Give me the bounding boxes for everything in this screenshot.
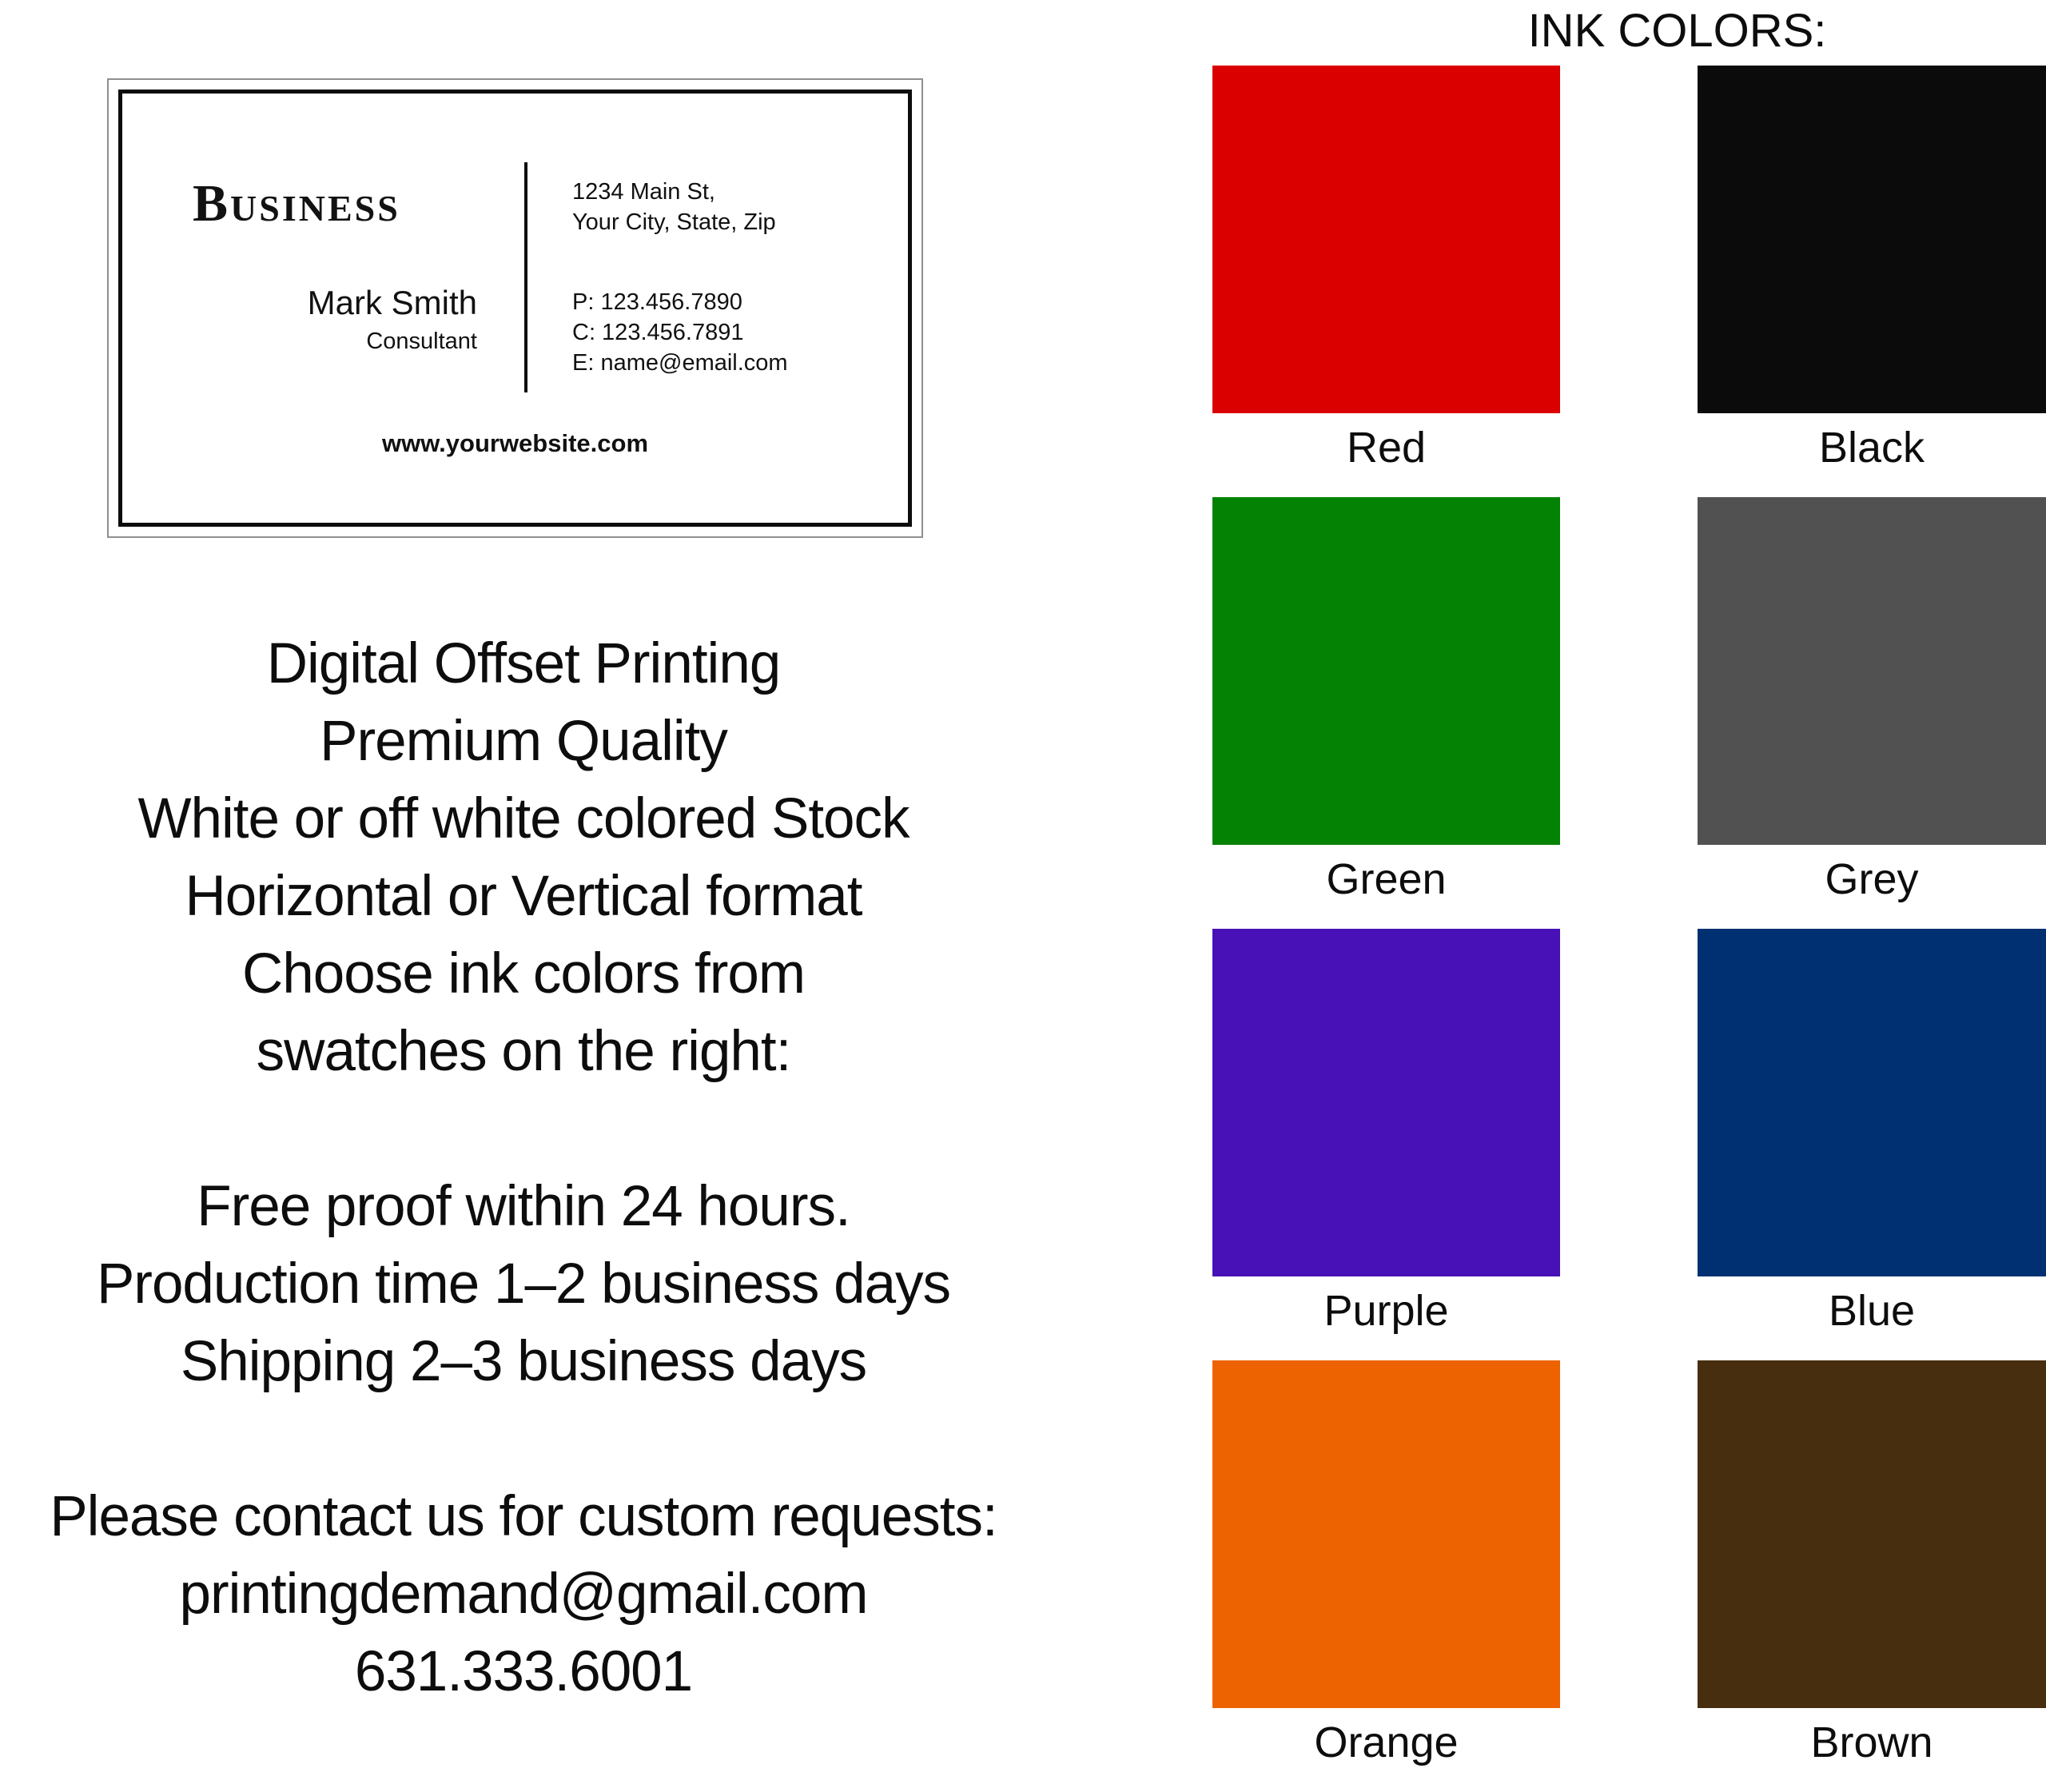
swatch-color-red xyxy=(1212,66,1560,413)
card-contact-name: Mark Smith xyxy=(307,284,477,321)
card-address-block xyxy=(572,177,776,237)
description-line: Digital Offset Printing xyxy=(266,632,781,695)
swatch-color-orange xyxy=(1212,1360,1560,1708)
swatch-color-purple xyxy=(1212,929,1560,1276)
swatch-color-grey xyxy=(1698,497,2046,845)
ink-colors-title: INK COLORS: xyxy=(1527,5,1827,57)
business-card-preview xyxy=(107,78,923,538)
swatch-brown xyxy=(1698,1360,2046,1792)
description-block-features xyxy=(0,625,1047,1090)
swatch-label-brown: Brown xyxy=(1810,1718,1933,1766)
product-description xyxy=(0,625,1047,1710)
description-line: Premium Quality xyxy=(320,710,727,773)
card-cell: C: 123.456.7891 xyxy=(572,320,744,345)
description-line: swatches on the right: xyxy=(256,1020,791,1083)
card-person-block xyxy=(202,284,477,355)
swatch-grey xyxy=(1698,497,2046,929)
swatch-label-red: Red xyxy=(1346,424,1427,472)
card-divider-line xyxy=(524,162,527,392)
description-line: Free proof within 24 hours. xyxy=(197,1175,850,1238)
ink-colors-panel xyxy=(1212,0,2046,1765)
card-address-line2: Your City, State, Zip xyxy=(572,209,776,235)
description-line: Production time 1–2 business days xyxy=(96,1252,951,1316)
swatch-label-orange: Orange xyxy=(1314,1718,1459,1766)
description-block-turnaround xyxy=(0,1168,1047,1400)
swatch-green xyxy=(1212,497,1560,929)
card-phone-block xyxy=(572,287,788,378)
description-line: Please contact us for custom requests: xyxy=(50,1485,997,1548)
card-contact-title: Consultant xyxy=(366,329,477,354)
swatch-label-purple: Purple xyxy=(1324,1287,1449,1335)
contact-phone: 631.333.6001 xyxy=(354,1640,693,1703)
swatch-orange xyxy=(1212,1360,1560,1792)
swatch-black xyxy=(1698,66,2046,497)
business-card-content xyxy=(122,94,908,523)
swatch-color-blue xyxy=(1698,929,2046,1276)
swatch-blue xyxy=(1698,929,2046,1360)
swatch-label-green: Green xyxy=(1326,855,1447,903)
card-website: www.yourwebsite.com xyxy=(381,429,649,457)
description-line: White or off white colored Stock xyxy=(137,787,910,850)
description-line: Horizontal or Vertical format xyxy=(185,865,862,928)
swatch-label-blue: Blue xyxy=(1828,1287,1916,1335)
swatch-color-green xyxy=(1212,497,1560,845)
swatch-purple xyxy=(1212,929,1560,1360)
description-line: Choose ink colors from xyxy=(241,942,806,1006)
swatch-label-black: Black xyxy=(1818,424,1925,472)
card-address-line1: 1234 Main St, xyxy=(572,179,715,205)
card-phone: P: 123.456.7890 xyxy=(572,289,742,315)
swatch-color-brown xyxy=(1698,1360,2046,1708)
swatch-color-black xyxy=(1698,66,2046,413)
business-card-border xyxy=(118,90,912,527)
description-line: Shipping 2–3 business days xyxy=(180,1330,867,1393)
ink-swatch-grid xyxy=(1212,66,2046,1792)
contact-email: printingdemand@gmail.com xyxy=(179,1563,868,1626)
card-email: E: name@email.com xyxy=(572,350,788,376)
description-block-contact xyxy=(0,1478,1047,1710)
card-company-name: Business xyxy=(193,174,400,233)
swatch-red xyxy=(1212,66,1560,497)
swatch-label-grey: Grey xyxy=(1825,855,1919,903)
